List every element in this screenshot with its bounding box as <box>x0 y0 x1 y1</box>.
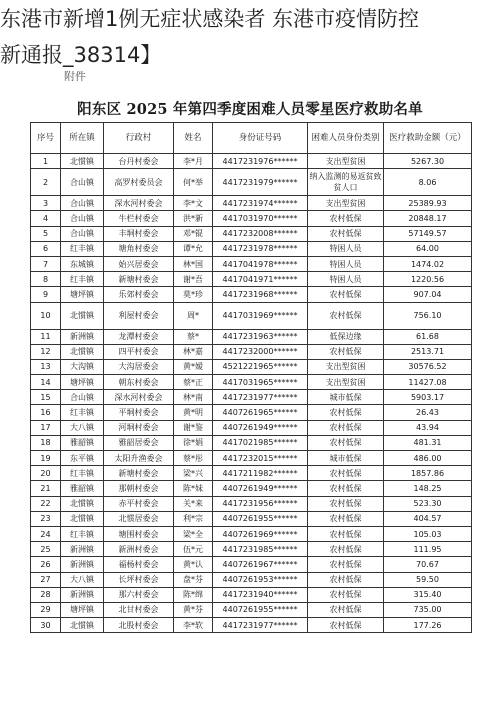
cell-index: 18 <box>31 435 61 450</box>
cell-town: 北惯镇 <box>61 511 104 526</box>
cell-index: 16 <box>31 405 61 420</box>
table-row <box>31 241 472 256</box>
cell-village: 太阳升渔委会 <box>104 451 174 466</box>
table-row <box>31 287 472 302</box>
cell-amount: 177.26 <box>384 618 472 633</box>
cell-id-number: 4407261953****** <box>213 572 308 587</box>
cell-amount: 30576.52 <box>384 359 472 374</box>
cell-amount: 404.57 <box>384 511 472 526</box>
table-row <box>31 226 472 241</box>
cell-category: 支出型贫困 <box>308 196 384 211</box>
cell-index: 1 <box>31 154 61 169</box>
cell-name: 邓*锟 <box>174 226 213 241</box>
cell-town: 北惯镇 <box>61 344 104 359</box>
table-row <box>31 272 472 287</box>
cell-amount: 523.30 <box>384 496 472 511</box>
cell-name: 黄*芬 <box>174 602 213 617</box>
cell-town: 合山镇 <box>61 211 104 226</box>
cell-index: 19 <box>31 451 61 466</box>
cell-index: 22 <box>31 496 61 511</box>
cell-town: 红丰镇 <box>61 526 104 541</box>
cell-category: 农村低保 <box>308 496 384 511</box>
cell-category: 城市低保 <box>308 451 384 466</box>
table-row <box>31 526 472 541</box>
cell-name: 林*国 <box>174 256 213 271</box>
cell-category: 农村低保 <box>308 302 384 329</box>
cell-village: 大沟居委会 <box>104 359 174 374</box>
cell-village: 深水河村委会 <box>104 196 174 211</box>
cell-category: 农村低保 <box>308 618 384 633</box>
cell-amount: 26.43 <box>384 405 472 420</box>
cell-id-number: 4417231977****** <box>213 618 308 633</box>
cell-town: 东平镇 <box>61 451 104 466</box>
cell-id-number: 4417231985****** <box>213 542 308 557</box>
cell-id-number: 4407261955****** <box>213 602 308 617</box>
cell-category: 特困人员 <box>308 272 384 287</box>
cell-amount: 11427.08 <box>384 375 472 390</box>
table-header-row <box>31 123 472 154</box>
cell-category: 城市低保 <box>308 390 384 405</box>
table-row <box>31 511 472 526</box>
cell-amount: 8.06 <box>384 169 472 196</box>
cell-town: 大八镇 <box>61 572 104 587</box>
table-row <box>31 169 472 196</box>
cell-name: 梁*全 <box>174 526 213 541</box>
cell-index: 27 <box>31 572 61 587</box>
cell-category: 农村低保 <box>308 511 384 526</box>
cell-amount: 70.67 <box>384 557 472 572</box>
cell-index: 12 <box>31 344 61 359</box>
cell-village: 四平村委会 <box>104 344 174 359</box>
col-header-amount: 医疗救助金额（元） <box>384 123 472 154</box>
article-title: 东港市新增1例无症状感染者 东港市疫情防控 <box>0 7 420 31</box>
cell-amount: 64.00 <box>384 241 472 256</box>
table-row <box>31 496 472 511</box>
cell-amount: 59.50 <box>384 572 472 587</box>
table-row <box>31 196 472 211</box>
cell-index: 15 <box>31 390 61 405</box>
cell-category: 农村低保 <box>308 572 384 587</box>
cell-index: 13 <box>31 359 61 374</box>
cell-id-number: 4417021985****** <box>213 435 308 450</box>
cell-name: 蔡*正 <box>174 375 213 390</box>
cell-village: 长坪村委会 <box>104 572 174 587</box>
cell-category: 纳入监测的易返贫致贫人口 <box>308 169 384 196</box>
cell-amount: 61.68 <box>384 329 472 344</box>
cell-amount: 43.94 <box>384 420 472 435</box>
cell-amount: 111.95 <box>384 542 472 557</box>
cell-town: 新洲镇 <box>61 329 104 344</box>
cell-amount: 2513.71 <box>384 344 472 359</box>
cell-category: 支出型贫困 <box>308 359 384 374</box>
cell-amount: 315.40 <box>384 587 472 602</box>
cell-name: 黄*嫒 <box>174 359 213 374</box>
cell-index: 29 <box>31 602 61 617</box>
cell-town: 大沟镇 <box>61 359 104 374</box>
cell-id-number: 4407261955****** <box>213 511 308 526</box>
cell-name: 伍*元 <box>174 542 213 557</box>
table-row <box>31 481 472 496</box>
cell-town: 塘坪镇 <box>61 375 104 390</box>
cell-village: 那朝村委会 <box>104 481 174 496</box>
table-row <box>31 557 472 572</box>
cell-name: 谢*鉴 <box>174 420 213 435</box>
cell-id-number: 4407261949****** <box>213 420 308 435</box>
cell-town: 合山镇 <box>61 226 104 241</box>
cell-name: 陈*绵 <box>174 587 213 602</box>
cell-name: 盘*芬 <box>174 572 213 587</box>
cell-town: 红丰镇 <box>61 466 104 481</box>
cell-id-number: 4417231963****** <box>213 329 308 344</box>
cell-category: 农村低保 <box>308 287 384 302</box>
cell-town: 新洲镇 <box>61 587 104 602</box>
cell-id-number: 4417041971****** <box>213 272 308 287</box>
cell-name: 李*软 <box>174 618 213 633</box>
table-row <box>31 618 472 633</box>
cell-village: 乐郊村委会 <box>104 287 174 302</box>
cell-amount: 735.00 <box>384 602 472 617</box>
cell-amount: 148.25 <box>384 481 472 496</box>
cell-name: 林*嘉 <box>174 344 213 359</box>
cell-id-number: 4417231968****** <box>213 287 308 302</box>
table-row <box>31 344 472 359</box>
cell-town: 雅韶镇 <box>61 435 104 450</box>
table-row <box>31 587 472 602</box>
cell-amount: 1857.86 <box>384 466 472 481</box>
cell-village: 北股村委会 <box>104 618 174 633</box>
cell-village: 新洲村委会 <box>104 542 174 557</box>
cell-id-number: 4417232000****** <box>213 344 308 359</box>
cell-id-number: 4417231977****** <box>213 390 308 405</box>
cell-amount: 5903.17 <box>384 390 472 405</box>
cell-category: 低保边缘 <box>308 329 384 344</box>
cell-category: 农村低保 <box>308 226 384 241</box>
cell-town: 新洲镇 <box>61 542 104 557</box>
cell-amount: 5267.30 <box>384 154 472 169</box>
cell-index: 30 <box>31 618 61 633</box>
cell-town: 北惯镇 <box>61 618 104 633</box>
cell-category: 特困人员 <box>308 256 384 271</box>
cell-index: 21 <box>31 481 61 496</box>
cell-category: 农村低保 <box>308 466 384 481</box>
article-subtitle: 新通报_38314】 <box>0 43 162 67</box>
table-row <box>31 420 472 435</box>
cell-id-number: 4407261969****** <box>213 526 308 541</box>
cell-index: 2 <box>31 169 61 196</box>
cell-name: 梁*兴 <box>174 466 213 481</box>
cell-name: 何*举 <box>174 169 213 196</box>
cell-category: 农村低保 <box>308 587 384 602</box>
cell-village: 北甘村委会 <box>104 602 174 617</box>
cell-name: 利*宗 <box>174 511 213 526</box>
document-title: 阳东区 2025 年第四季度困难人员零星医疗救助名单 <box>77 101 423 118</box>
table-row <box>31 572 472 587</box>
cell-category: 特困人员 <box>308 241 384 256</box>
cell-village: 那六村委会 <box>104 587 174 602</box>
table-row <box>31 602 472 617</box>
cell-amount: 25389.93 <box>384 196 472 211</box>
cell-amount: 1220.56 <box>384 272 472 287</box>
cell-village: 新塘村委会 <box>104 466 174 481</box>
cell-village: 台丹村委会 <box>104 154 174 169</box>
cell-name: 周* <box>174 302 213 329</box>
cell-name: 蔡*彤 <box>174 451 213 466</box>
cell-index: 20 <box>31 466 61 481</box>
col-header-name: 姓名 <box>174 123 213 154</box>
cell-town: 合山镇 <box>61 169 104 196</box>
cell-category: 农村低保 <box>308 481 384 496</box>
cell-town: 雅韶镇 <box>61 481 104 496</box>
cell-id-number: 4417041978****** <box>213 256 308 271</box>
table-row <box>31 302 472 329</box>
cell-index: 3 <box>31 196 61 211</box>
cell-name: 黄*认 <box>174 557 213 572</box>
cell-id-number: 4417031965****** <box>213 375 308 390</box>
cell-id-number: 4417232008****** <box>213 226 308 241</box>
cell-town: 北惯镇 <box>61 154 104 169</box>
table-row <box>31 256 472 271</box>
cell-category: 农村低保 <box>308 557 384 572</box>
cell-index: 9 <box>31 287 61 302</box>
cell-town: 红丰镇 <box>61 272 104 287</box>
cell-category: 农村低保 <box>308 526 384 541</box>
cell-village: 利屋村委会 <box>104 302 174 329</box>
table-row <box>31 329 472 344</box>
cell-town: 东城镇 <box>61 256 104 271</box>
cell-id-number: 4417031970****** <box>213 211 308 226</box>
cell-village: 塘围村委会 <box>104 526 174 541</box>
cell-id-number: 4521221965****** <box>213 359 308 374</box>
table-row <box>31 390 472 405</box>
cell-amount: 756.10 <box>384 302 472 329</box>
cell-name: 莫*珍 <box>174 287 213 302</box>
cell-amount: 20848.17 <box>384 211 472 226</box>
cell-village: 龙潭村委会 <box>104 329 174 344</box>
cell-index: 24 <box>31 526 61 541</box>
attachment-label: 附件 <box>64 70 86 83</box>
cell-id-number: 4417231956****** <box>213 496 308 511</box>
cell-id-number: 4407261949****** <box>213 481 308 496</box>
cell-village: 牛栏村委会 <box>104 211 174 226</box>
table-row <box>31 359 472 374</box>
cell-index: 14 <box>31 375 61 390</box>
cell-index: 5 <box>31 226 61 241</box>
table-row <box>31 451 472 466</box>
cell-village: 平垌村委会 <box>104 405 174 420</box>
cell-name: 李*文 <box>174 196 213 211</box>
cell-village: 朝东村委会 <box>104 375 174 390</box>
cell-index: 7 <box>31 256 61 271</box>
cell-amount: 486.00 <box>384 451 472 466</box>
col-header-category: 困难人员身份类别 <box>308 123 384 154</box>
cell-village: 深水河村委会 <box>104 390 174 405</box>
cell-index: 11 <box>31 329 61 344</box>
cell-village: 赤平村委会 <box>104 496 174 511</box>
cell-town: 塘坪镇 <box>61 602 104 617</box>
cell-category: 农村低保 <box>308 405 384 420</box>
table-row <box>31 211 472 226</box>
cell-index: 6 <box>31 241 61 256</box>
col-header-village: 行政村 <box>104 123 174 154</box>
cell-category: 农村低保 <box>308 602 384 617</box>
cell-name: 关*来 <box>174 496 213 511</box>
cell-category: 农村低保 <box>308 211 384 226</box>
cell-town: 合山镇 <box>61 390 104 405</box>
cell-name: 李*月 <box>174 154 213 169</box>
cell-name: 陈*妹 <box>174 481 213 496</box>
cell-town: 红丰镇 <box>61 405 104 420</box>
col-header-id-number: 身份证号码 <box>213 123 308 154</box>
cell-category: 支出型贫困 <box>308 375 384 390</box>
cell-village: 高罗村委员会 <box>104 169 174 196</box>
cell-name: 洪*新 <box>174 211 213 226</box>
cell-town: 大八镇 <box>61 420 104 435</box>
cell-name: 谢*吾 <box>174 272 213 287</box>
table-row <box>31 542 472 557</box>
col-header-index: 序号 <box>31 123 61 154</box>
cell-id-number: 4417232015****** <box>213 451 308 466</box>
table-body <box>31 154 472 633</box>
cell-index: 28 <box>31 587 61 602</box>
cell-village: 河垌村委会 <box>104 420 174 435</box>
aid-list-table <box>30 122 472 633</box>
cell-amount: 1474.02 <box>384 256 472 271</box>
cell-amount: 481.31 <box>384 435 472 450</box>
cell-town: 塘坪镇 <box>61 287 104 302</box>
cell-index: 23 <box>31 511 61 526</box>
cell-village: 丰垌村委会 <box>104 226 174 241</box>
table-row <box>31 466 472 481</box>
cell-name: 徐*娟 <box>174 435 213 450</box>
cell-town: 新洲镇 <box>61 557 104 572</box>
cell-id-number: 4417031969****** <box>213 302 308 329</box>
cell-index: 17 <box>31 420 61 435</box>
cell-village: 塘角村委会 <box>104 241 174 256</box>
cell-town: 合山镇 <box>61 196 104 211</box>
cell-index: 25 <box>31 542 61 557</box>
cell-index: 10 <box>31 302 61 329</box>
cell-id-number: 4417231979****** <box>213 169 308 196</box>
cell-amount: 907.04 <box>384 287 472 302</box>
cell-id-number: 4417231974****** <box>213 196 308 211</box>
cell-id-number: 4417231976****** <box>213 154 308 169</box>
cell-name: 蔡* <box>174 329 213 344</box>
cell-village: 始兴居委会 <box>104 256 174 271</box>
cell-index: 4 <box>31 211 61 226</box>
cell-town: 红丰镇 <box>61 241 104 256</box>
cell-category: 农村低保 <box>308 542 384 557</box>
cell-id-number: 4417211982****** <box>213 466 308 481</box>
cell-category: 农村低保 <box>308 435 384 450</box>
cell-amount: 57149.57 <box>384 226 472 241</box>
cell-name: 谭*允 <box>174 241 213 256</box>
cell-name: 林*南 <box>174 390 213 405</box>
table-row <box>31 375 472 390</box>
cell-index: 26 <box>31 557 61 572</box>
cell-amount: 105.03 <box>384 526 472 541</box>
col-header-town: 所在镇 <box>61 123 104 154</box>
cell-category: 农村低保 <box>308 344 384 359</box>
table-row <box>31 405 472 420</box>
cell-village: 北惯居委会 <box>104 511 174 526</box>
cell-category: 支出型贫困 <box>308 154 384 169</box>
cell-name: 黄*明 <box>174 405 213 420</box>
cell-id-number: 4417231940****** <box>213 587 308 602</box>
table-row <box>31 154 472 169</box>
cell-village: 雅韶居委会 <box>104 435 174 450</box>
cell-village: 福杨村委会 <box>104 557 174 572</box>
cell-town: 北惯镇 <box>61 302 104 329</box>
cell-id-number: 4407261965****** <box>213 405 308 420</box>
cell-index: 8 <box>31 272 61 287</box>
cell-id-number: 4417231978****** <box>213 241 308 256</box>
cell-id-number: 4407261967****** <box>213 557 308 572</box>
cell-village: 新塘村委会 <box>104 272 174 287</box>
table-row <box>31 435 472 450</box>
cell-category: 农村低保 <box>308 420 384 435</box>
cell-town: 北惯镇 <box>61 496 104 511</box>
